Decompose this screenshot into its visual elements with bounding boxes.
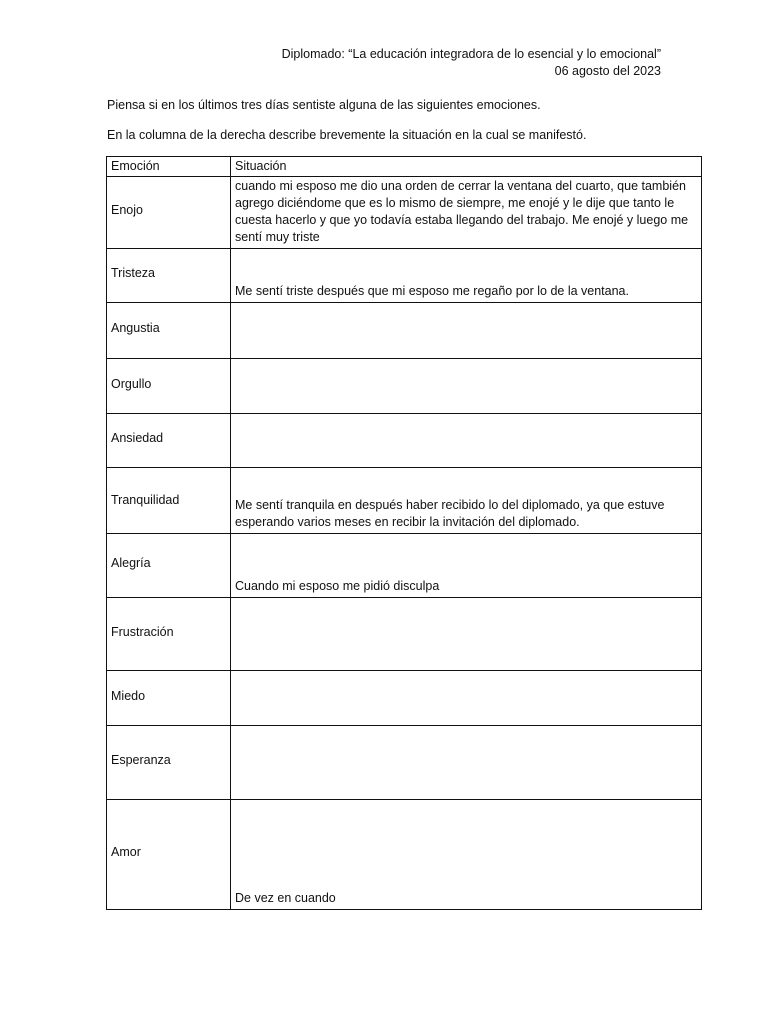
situation-cell[interactable] <box>231 303 702 359</box>
course-title: Diplomado: “La educación integradora de lo esencial y lo emocional” <box>281 47 661 61</box>
situation-cell[interactable]: Me sentí triste después que mi esposo me regaño por lo de la ventana. <box>231 249 702 303</box>
table-row <box>107 726 702 800</box>
table-row <box>107 177 702 249</box>
table-row <box>107 534 702 598</box>
emotion-cell: Miedo <box>107 671 231 726</box>
emotion-cell: Angustia <box>107 303 231 359</box>
emotion-cell: Ansiedad <box>107 414 231 468</box>
table-header-row <box>107 157 702 177</box>
instruction-line-1: Piensa si en los últimos tres días sentiste alguna de las siguientes emociones. <box>107 98 541 112</box>
table-row <box>107 598 702 671</box>
situation-cell[interactable]: Me sentí tranquila en después haber recibido lo del diplomado, ya que estuve esperando varios meses en recibir la invitación del diplomado. <box>231 468 702 534</box>
situation-cell[interactable] <box>231 414 702 468</box>
situation-cell[interactable]: Cuando mi esposo me pidió disculpa <box>231 534 702 598</box>
situation-cell[interactable]: De vez en cuando <box>231 800 702 910</box>
table-row <box>107 468 702 534</box>
document-date: 06 agosto del 2023 <box>554 64 661 78</box>
situation-cell[interactable] <box>231 359 702 414</box>
emotion-cell: Alegría <box>107 534 231 598</box>
table-row <box>107 414 702 468</box>
table-row <box>107 303 702 359</box>
column-header-situation: Situación <box>231 157 702 177</box>
emotion-cell: Enojo <box>107 177 231 249</box>
document-header <box>282 46 661 80</box>
situation-cell[interactable] <box>231 671 702 726</box>
table-row <box>107 249 702 303</box>
emotion-cell: Esperanza <box>107 726 231 800</box>
emotion-cell: Orgullo <box>107 359 231 414</box>
situation-cell[interactable]: cuando mi esposo me dio una orden de cerrar la ventana del cuarto, que también agrego diciéndome que es lo mismo de siempre, me enojé y le dije que tanto le cuesta hacerlo y que yo todavía estaba llegando del trabajo. Me enojé y luego me sentí muy triste <box>231 177 702 249</box>
column-header-emotion: Emoción <box>107 157 231 177</box>
instructions <box>107 97 586 157</box>
instruction-line-2: En la columna de la derecha describe brevemente la situación en la cual se manifestó. <box>107 128 587 142</box>
situation-cell[interactable] <box>231 598 702 671</box>
table-row <box>107 359 702 414</box>
emotion-cell: Tranquilidad <box>107 468 231 534</box>
emotion-cell: Frustración <box>107 598 231 671</box>
table-row <box>107 800 702 910</box>
situation-cell[interactable] <box>231 726 702 800</box>
emotion-cell: Amor <box>107 800 231 910</box>
emotions-table <box>106 156 702 910</box>
table-row <box>107 671 702 726</box>
emotion-cell: Tristeza <box>107 249 231 303</box>
